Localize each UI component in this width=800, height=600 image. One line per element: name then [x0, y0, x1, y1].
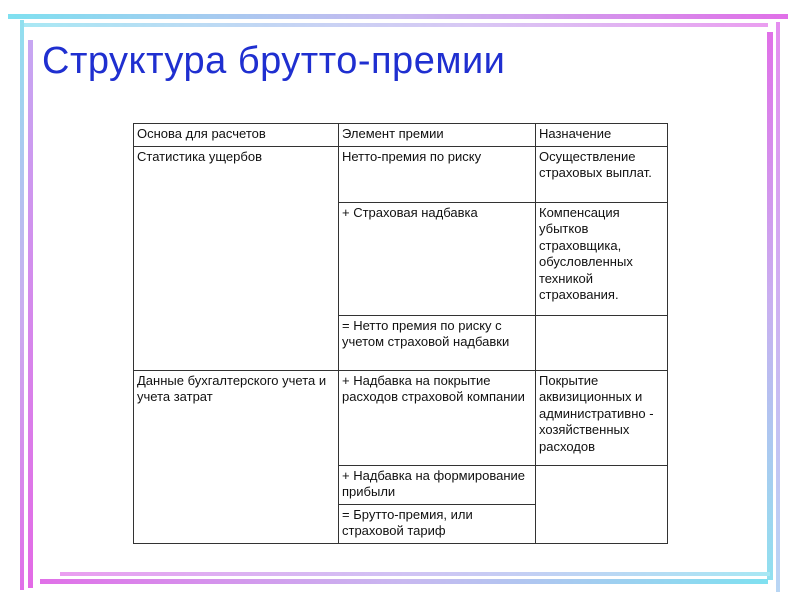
- cell-purpose: Компенсация убытков страховщика, обусловленных техникой страхования.: [536, 202, 668, 315]
- cell-element: Нетто-премия по риску: [339, 146, 536, 202]
- cell-element: + Страховая надбавка: [339, 202, 536, 315]
- premium-structure-table: [133, 123, 668, 544]
- table-header-row: [134, 124, 668, 147]
- cell-purpose: Осуществление страховых выплат.: [536, 146, 668, 202]
- decor-bar-right-outer: [776, 22, 780, 592]
- header-element: Элемент премии: [339, 124, 536, 147]
- cell-basis: Данные бухгалтерского учета и учета затрат: [134, 370, 339, 543]
- slide-title: Структура брутто-премии: [42, 40, 506, 82]
- decor-bar-top: [8, 14, 788, 19]
- decor-bar-bottom: [40, 579, 768, 584]
- cell-element: = Брутто-премия, или страховой тариф: [339, 504, 536, 543]
- header-basis: Основа для расчетов: [134, 124, 339, 147]
- header-purpose: Назначение: [536, 124, 668, 147]
- table-row: [134, 370, 668, 465]
- cell-purpose: [536, 315, 668, 370]
- cell-purpose: [536, 465, 668, 543]
- cell-element: + Надбавка на покрытие расходов страховой компании: [339, 370, 536, 465]
- cell-purpose: Покрытие аквизиционных и административно - хозяйственных расходов: [536, 370, 668, 465]
- decor-bar-bottom-inner: [60, 572, 770, 576]
- cell-basis: Статистика ущербов: [134, 146, 339, 370]
- decor-bar-right: [767, 32, 773, 580]
- cell-element: = Нетто премия по риску с учетом страховой надбавки: [339, 315, 536, 370]
- cell-element: + Надбавка на формирование прибыли: [339, 465, 536, 504]
- decor-bar-top-inner: [20, 23, 768, 27]
- decor-bar-left: [20, 20, 24, 590]
- decor-bar-left-inner: [28, 40, 33, 588]
- table-row: [134, 146, 668, 202]
